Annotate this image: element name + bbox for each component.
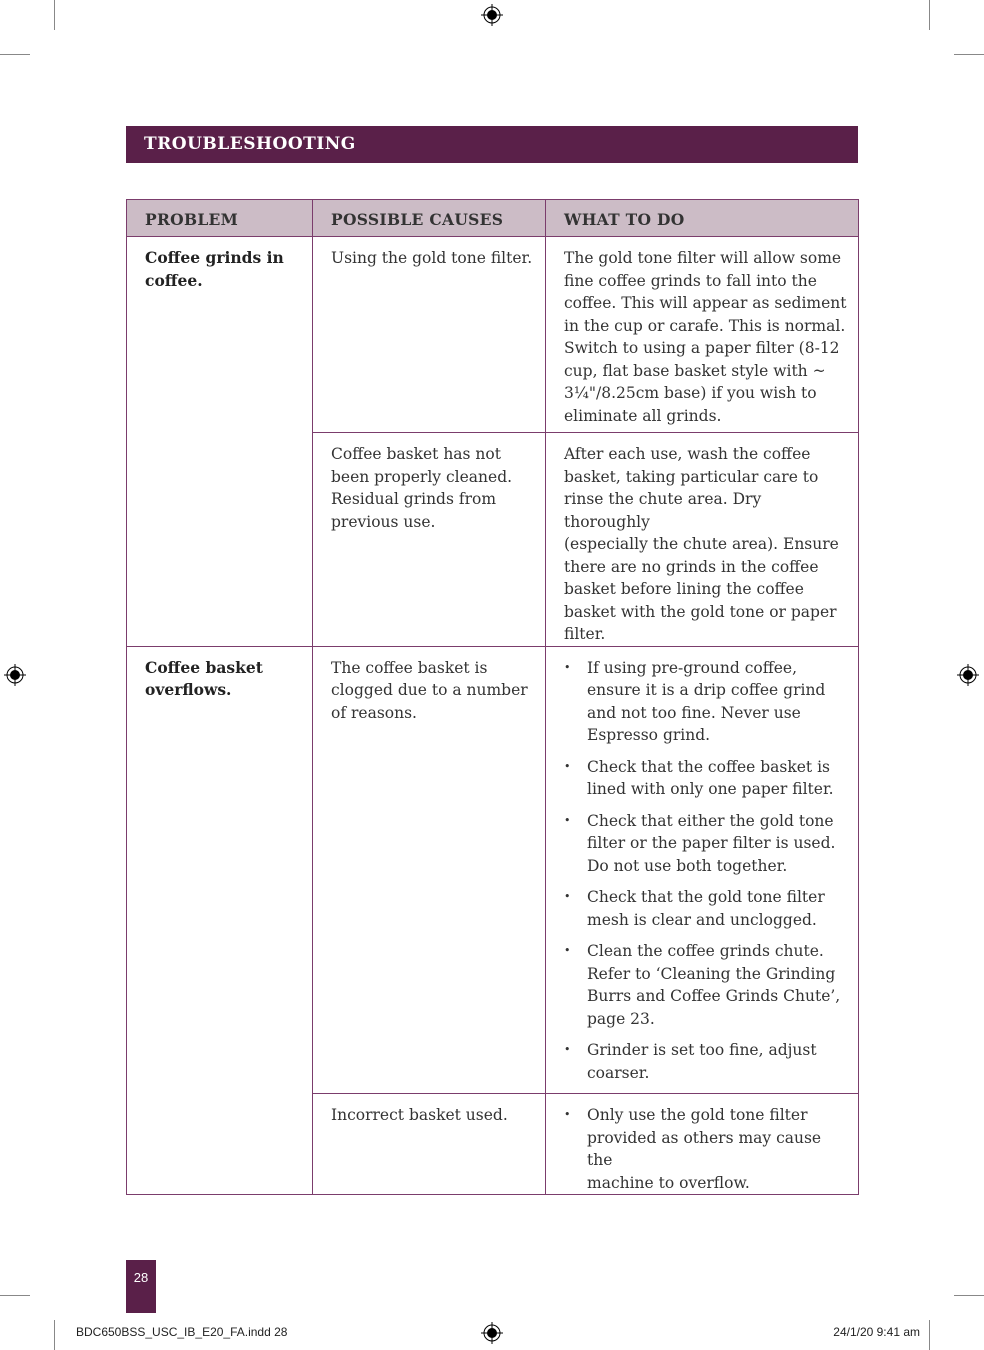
crop-mark xyxy=(954,1295,984,1296)
cause-cell: Incorrect basket used. xyxy=(313,1094,546,1195)
footer-file: BDC650BSS_USC_IB_E20_FA.indd 28 xyxy=(76,1325,288,1339)
crop-mark xyxy=(0,54,30,55)
crop-mark xyxy=(929,1320,930,1350)
solution-list xyxy=(564,657,848,1085)
solution-list xyxy=(564,1104,848,1194)
troubleshooting-table xyxy=(126,199,859,1195)
crop-mark xyxy=(0,1295,30,1296)
list-item: • If using pre-ground coffee, ensure it is a drip coffee grind and not too fine. Never use Espresso grind. xyxy=(564,657,848,747)
header-what-to-do: WHAT TO DO xyxy=(546,200,859,237)
list-item: • Clean the coffee grinds chute. Refer to ‘Cleaning the Grinding Burrs and Coffee Grinds Chute’, page 23. xyxy=(564,940,848,1030)
list-item: • Check that the gold tone filter mesh is clear and unclogged. xyxy=(564,886,848,931)
crop-mark xyxy=(54,1320,55,1350)
header-causes: POSSIBLE CAUSES xyxy=(313,200,546,237)
cause-cell: The coffee basket is clogged due to a number of reasons. xyxy=(313,646,546,1094)
page-number: 28 xyxy=(126,1260,156,1313)
crop-mark xyxy=(929,0,930,30)
registration-mark-icon xyxy=(481,4,503,26)
list-item: • Check that either the gold tone filter or the paper filter is used. Do not use both together. xyxy=(564,810,848,878)
list-item: • Check that the coffee basket is lined with only one paper filter. xyxy=(564,756,848,801)
list-item: • Grinder is set too fine, adjust coarser. xyxy=(564,1039,848,1084)
solution-cell: The gold tone filter will allow some fine coffee grinds to fall into the coffee. This will appear as sediment in the cup or carafe. This is normal. Switch to using a paper filter (8-12 cup, flat base basket style with ~ 3¼"/8.25cm base) if you wish to eliminate all grinds. xyxy=(546,237,859,433)
crop-mark xyxy=(54,0,55,30)
solution-cell xyxy=(546,1094,859,1195)
table-row xyxy=(127,237,859,433)
problem-cell: Coffee basket overflows. xyxy=(127,646,313,1195)
cause-cell: Coffee basket has not been properly cleaned. Residual grinds from previous use. xyxy=(313,433,546,647)
registration-mark-icon xyxy=(4,664,26,686)
footer-timestamp: 24/1/20 9:41 am xyxy=(833,1325,920,1339)
registration-mark-icon xyxy=(481,1322,503,1344)
table-header-row xyxy=(127,200,859,237)
table-row xyxy=(127,646,859,1094)
list-item: • Only use the gold tone filter provided as others may cause the machine to overflow. xyxy=(564,1104,848,1194)
cause-cell: Using the gold tone filter. xyxy=(313,237,546,433)
crop-mark xyxy=(954,54,984,55)
registration-mark-icon xyxy=(957,664,979,686)
solution-cell xyxy=(546,646,859,1094)
header-problem: PROBLEM xyxy=(127,200,313,237)
problem-cell: Coffee grinds in coffee. xyxy=(127,237,313,647)
solution-cell: After each use, wash the coffee basket, taking particular care to rinse the chute area. Dry thoroughly (especially the chute area). Ensure there are no grinds in the coffee basket before lining the coffee basket with the gold tone or paper filter. xyxy=(546,433,859,647)
section-title: TROUBLESHOOTING xyxy=(126,126,858,163)
